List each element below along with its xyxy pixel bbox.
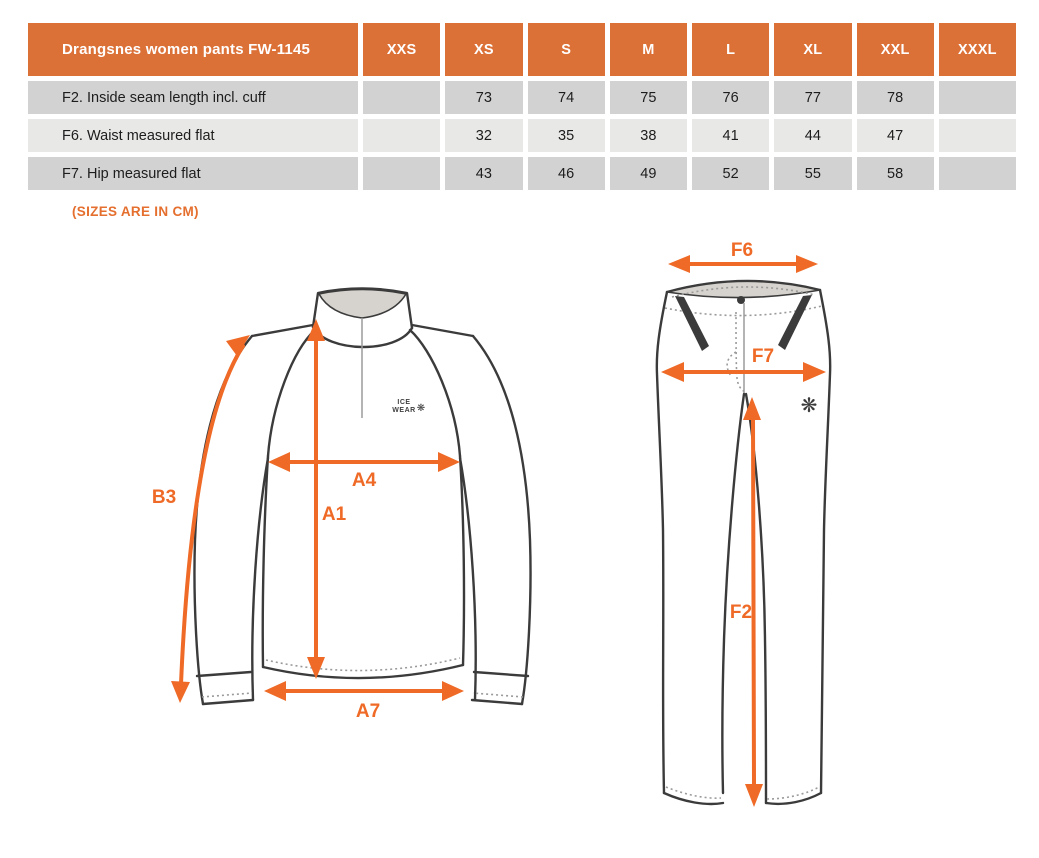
b3-arrowhead-top <box>226 335 250 356</box>
size-col-header-xxs: XXS <box>363 23 440 76</box>
f2-label: F2 <box>729 602 753 623</box>
b3-label: B3 <box>151 487 177 508</box>
collar-inside-shading <box>319 290 406 319</box>
a4-arrowhead-right <box>438 452 460 472</box>
measure-arrow-a4 <box>268 452 460 491</box>
f6-arrowhead-left <box>668 255 690 273</box>
measure-arrow-f6 <box>668 240 818 273</box>
measure-arrow-b3 <box>152 335 250 703</box>
left-cuff-top <box>197 672 251 676</box>
right-side-seam <box>820 290 830 793</box>
measure-arrow-f2 <box>730 397 763 807</box>
right-raglan-seam <box>410 330 460 456</box>
row-label-hip: F7. Hip measured flat <box>28 157 358 190</box>
inseam-value-m: 75 <box>610 81 687 114</box>
a7-arrowhead-left <box>264 681 286 701</box>
inseam-value-s: 74 <box>528 81 605 114</box>
f2-arrowhead-top <box>743 397 761 420</box>
icewear-logo <box>392 399 425 414</box>
waist-button <box>737 296 745 304</box>
left-cuff-stitch <box>202 693 252 697</box>
f7-label: F7 <box>751 346 775 367</box>
right-cuff-bottom <box>472 700 522 704</box>
measure-arrow-a1 <box>307 319 347 679</box>
sizes-unit-note: (SIZES ARE IN CM) <box>72 204 199 219</box>
left-cuff-bottom <box>203 700 253 704</box>
a1-arrowhead-top <box>307 319 325 341</box>
left-hem-edge <box>664 793 723 804</box>
a7-arrowhead-right <box>442 681 464 701</box>
waist-value-l: 41 <box>692 119 769 152</box>
hip-value-xl: 55 <box>774 157 851 190</box>
hip-value-m: 49 <box>610 157 687 190</box>
a7-label: A7 <box>355 701 381 722</box>
left-raglan-seam <box>268 330 315 456</box>
icewear-gear-icon: ❋ <box>416 403 426 414</box>
f7-arrowhead-right <box>803 362 826 382</box>
right-inseam <box>746 394 766 803</box>
size-col-header-s: S <box>528 23 605 76</box>
a1-label: A1 <box>321 504 347 525</box>
size-col-header-xl: XL <box>774 23 851 76</box>
right-sleeve-outer <box>473 336 531 704</box>
row-label-waist: F6. Waist measured flat <box>28 119 358 152</box>
f6-arrowhead-right <box>796 255 818 273</box>
size-col-header-xxxl: XXXL <box>939 23 1016 76</box>
hip-value-l: 52 <box>692 157 769 190</box>
right-cuff-stitch <box>473 693 523 697</box>
left-side-seam <box>657 292 667 793</box>
hip-value-xs: 43 <box>445 157 522 190</box>
inseam-value-l: 76 <box>692 81 769 114</box>
measure-arrow-a7 <box>264 681 464 722</box>
hem-stitch-line <box>266 658 460 671</box>
f7-arrowhead-left <box>661 362 684 382</box>
size-col-header-l: L <box>692 23 769 76</box>
left-shoulder-seam <box>252 325 313 336</box>
hip-value-s: 46 <box>528 157 605 190</box>
pants-diagram <box>657 240 830 807</box>
snowflake-logo-icon: ❋ <box>800 393 818 417</box>
icewear-logo-text-ice: ICE <box>397 399 411 406</box>
waist-value-xs: 32 <box>445 119 522 152</box>
a4-arrowhead-left <box>268 452 290 472</box>
inseam-value-xl: 77 <box>774 81 851 114</box>
a4-label: A4 <box>351 470 377 491</box>
waist-value-xl: 44 <box>774 119 851 152</box>
left-inseam <box>722 394 744 793</box>
row-label-inseam: F2. Inside seam length incl. cuff <box>28 81 358 114</box>
right-shoulder-seam <box>412 325 473 336</box>
b3-arrowhead-bottom <box>171 681 190 703</box>
f6-label: F6 <box>730 240 754 261</box>
waist-value-xxl: 47 <box>857 119 934 152</box>
icewear-logo-text-wear: WEAR <box>392 407 416 414</box>
inseam-value-xxl: 78 <box>857 81 934 114</box>
hip-value-xxl: 58 <box>857 157 934 190</box>
hem-edge <box>263 665 463 678</box>
right-pocket-opening <box>778 295 812 350</box>
left-pocket-opening <box>675 296 709 351</box>
sweater-diagram <box>152 289 531 723</box>
waist-value-m: 38 <box>610 119 687 152</box>
right-hem-edge <box>766 793 821 804</box>
waistband-inside-shading <box>667 281 820 298</box>
size-col-header-xxl: XXL <box>857 23 934 76</box>
inseam-value-xs: 73 <box>445 81 522 114</box>
right-cuff-top <box>474 672 528 676</box>
table-title: Drangsnes women pants FW-1145 <box>28 23 358 76</box>
size-col-header-xs: XS <box>445 23 522 76</box>
waist-value-s: 35 <box>528 119 605 152</box>
f2-arrowhead-bottom <box>745 784 763 807</box>
size-col-header-m: M <box>610 23 687 76</box>
